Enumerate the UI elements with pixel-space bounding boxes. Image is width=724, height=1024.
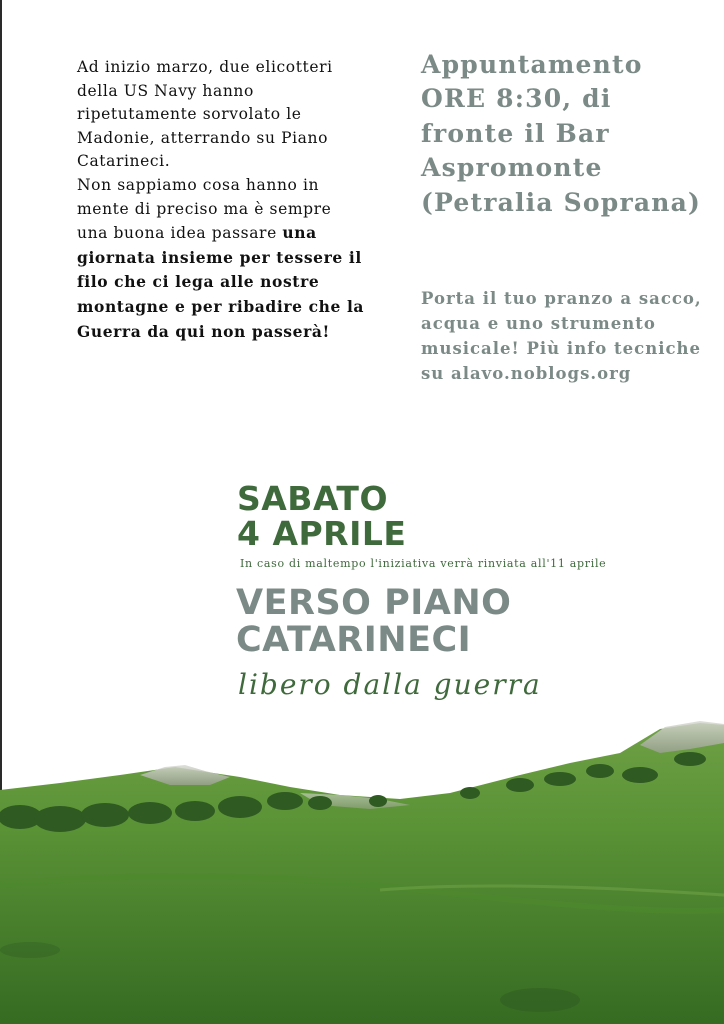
appointment-info: Porta il tuo pranzo a sacco, acqua e uno strumento musicale! Più info tecniche su alavo.noblogs.org [421, 289, 702, 383]
left-edge-line [0, 0, 2, 790]
intro-paragraph: Ad inizio marzo, due elicotteri della US Navy hanno ripetutamente sorvolato le Madonie, atterrando su Piano Catarineci. [77, 58, 333, 171]
call-paragraph-bold: una giornata insieme per tessere il filo che ci lega alle nostre montagne e per ribadire che la Guerra da qui non passerà! [77, 223, 365, 341]
event-headline [236, 585, 511, 659]
event-date [237, 481, 406, 551]
mountain-meadow-photo [0, 715, 724, 1024]
appointment-title: Appuntamento ORE 8:30, di fronte il Bar Aspromonte (Petralia Soprana) [421, 50, 702, 217]
date-month: 4 APRILE [237, 514, 407, 553]
event-subtitle: libero dalla guerra [238, 668, 542, 701]
call-paragraph: Non sappiamo cosa hanno in mente di preciso ma è sempre una buona idea passare [77, 175, 332, 243]
headline-line1: VERSO PIANO [236, 583, 512, 623]
intro-text-block [77, 56, 367, 344]
date-day: SABATO [237, 479, 389, 518]
headline-line2: CATARINECI [236, 620, 472, 660]
weather-note: In caso di maltempo l'iniziativa verrà rinviata all'11 aprile [240, 557, 607, 570]
